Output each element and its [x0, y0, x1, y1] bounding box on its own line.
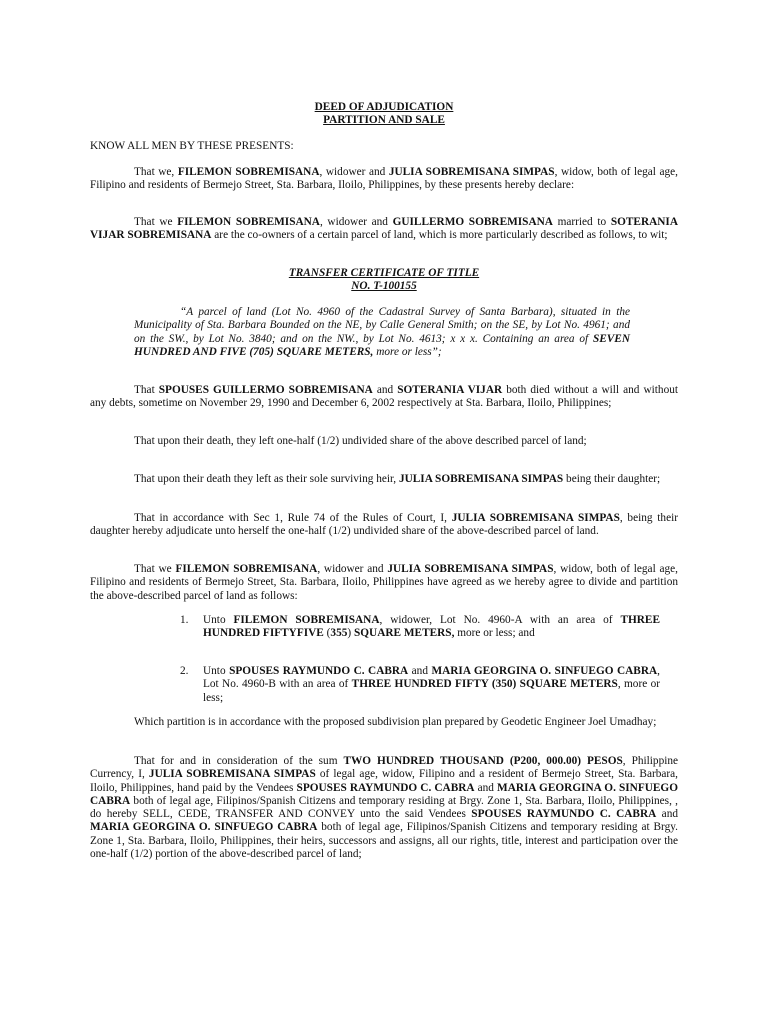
- paragraph-half-share: That upon their death, they left one-half (1/2) undivided share of the above described parcel of land;: [134, 435, 587, 447]
- tct-number: NO. T-100155: [351, 280, 417, 292]
- paragraph-sole-heir: That upon their death they left as their sole surviving heir, JULIA SOBREMISANA SIMPAS being their daughter;: [134, 473, 661, 485]
- paragraph-co-owners: That we FILEMON SOBREMISANA, widower and GUILLERMO SOBREMISANA married to SOTERANIA VIJAR SOBREMISANA are the co-owners of a certain parcel of land, which is more particularly described as follows, to wit;: [90, 216, 678, 242]
- paragraph-spouses-died: That SPOUSES GUILLERMO SOBREMISANA and SOTERANIA VIJAR both died without a will and without any debts, sometime on November 29, 1990 and December 6, 2002 respectively at Sta. Barbara, Iloilo, Philippines;: [90, 384, 679, 410]
- list-number-2: 2.: [180, 665, 189, 677]
- paragraph-partition: That we FILEMON SOBREMISANA, widower and JULIA SOBREMISANA SIMPAS, widow, both of legal age, Filipino and residents of Bermejo Street, Sta. Barbara, Iloilo, Philippines have agreed as we hereby agree to divide and partition the above-described parcel of land as follows:: [90, 563, 678, 602]
- paragraph-sale: That for and in consideration of the sum TWO HUNDRED THOUSAND (P200, 000.00) PESOS, Philippine Currency, I, JULIA SOBREMISANA SIMPAS of legal age, widow, Filipino and a resident of Bermejo Street, Sta. Barbara, Iloilo, Philippines, hand paid by the Vendees SPOUSES RAYMUNDO C. CABRA and MARIA GEORGINA O. SINFUEGO CABRA both of legal age, Filipinos/Spanish Citizens and temporary residing at Brgy. Zone 1, Sta. Barbara, Iloilo, Philippines, , do hereby SELL, CEDE, TRANSFER AND CONVEY unto the said Vendees SPOUSES RAYMUNDO C. CABRA and MARIA GEORGINA O. SINFUEGO CABRA both of legal age, Filipinos/Spanish Citizens and temporary residing at Brgy. Zone 1, Sta. Barbara, Iloilo, Philippines, their heirs, successors and assigns, all our rights, title, interest and participation over the one-half (1/2) portion of the above-described parcel of land;: [90, 755, 679, 861]
- paragraph-adjudication: That in accordance with Sec 1, Rule 74 of the Rules of Court, I, JULIA SOBREMISANA SIMPAS, being their daughter hereby adjudicate unto herself the one-half (1/2) undivided share of the above-described parcel of land.: [90, 512, 678, 538]
- land-description-quote: “A parcel of land (Lot No. 4960 of the Cadastral Survey of Santa Barbara), situated in the Municipality of Sta. Barbara Bounded on the NE, by Calle General Smith; on the SE, by Lot No. 4961; and on the SW., by Lot No. 3840; and on the NW., by Lot No. 4613; x x x. Containing an area of SEVEN HUNDRED AND FIVE (705) SQUARE METERS, more or less”;: [134, 306, 630, 358]
- deed-title: DEED OF ADJUDICATION: [314, 101, 454, 113]
- know-all-line: KNOW ALL MEN BY THESE PRESENTS:: [90, 140, 294, 152]
- paragraph-subdivision-plan: Which partition is in accordance with the proposed subdivision plan prepared by Geodetic Engineer Joel Umadhay;: [134, 716, 657, 728]
- list-number-1: 1.: [180, 614, 189, 626]
- partition-item-2: Unto SPOUSES RAYMUNDO C. CABRA and MARIA GEORGINA O. SINFUEGO CABRA, Lot No. 4960-B with an area of THREE HUNDRED FIFTY (350) SQUARE METERS, more or less;: [203, 665, 660, 704]
- deed-subtitle: PARTITION AND SALE: [323, 114, 445, 126]
- tct-heading: TRANSFER CERTIFICATE OF TITLE: [288, 267, 480, 279]
- paragraph-declaration: That we, FILEMON SOBREMISANA, widower and JULIA SOBREMISANA SIMPAS, widow, both of legal age, Filipino and residents of Bermejo Street, Sta. Barbara, Iloilo, Philippines, by these presents hereby declare:: [90, 166, 678, 192]
- partition-item-1: Unto FILEMON SOBREMISANA, widower, Lot No. 4960-A with an area of THREE HUNDRED FIFTYFIVE (355) SQUARE METERS, more or less; and: [203, 614, 660, 640]
